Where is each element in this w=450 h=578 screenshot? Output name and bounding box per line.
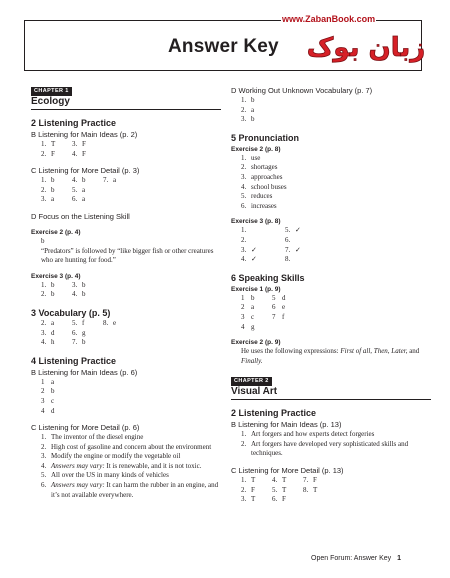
answer-cell bbox=[241, 476, 272, 486]
answer-row bbox=[41, 150, 221, 160]
answer-number: 3. bbox=[41, 452, 47, 461]
exercise-title: Exercise 3 (p. 4) bbox=[31, 272, 81, 280]
answer-list bbox=[231, 430, 431, 459]
answer-list bbox=[231, 154, 431, 212]
answer-text: shortages bbox=[251, 163, 278, 172]
answer-value: F bbox=[82, 140, 86, 148]
answer-row bbox=[241, 476, 431, 486]
answer-number: 2. bbox=[41, 318, 47, 327]
answer-text-italic: First of all, Then, Later, bbox=[340, 347, 408, 356]
answer-number bbox=[103, 195, 113, 205]
answer-number: 4 bbox=[41, 406, 45, 415]
answer-cell bbox=[72, 186, 103, 196]
answer-row bbox=[241, 486, 431, 496]
answer-number: 1. bbox=[41, 140, 47, 148]
answer-cell bbox=[303, 495, 334, 505]
answer-cell bbox=[241, 313, 272, 323]
answer-text: b bbox=[251, 96, 255, 104]
answer-number: 7. bbox=[285, 245, 291, 254]
answer-row bbox=[41, 195, 221, 205]
list-item bbox=[41, 378, 221, 388]
answer-number: 2. bbox=[241, 235, 247, 244]
answer-text: “Predators” is followed by “like bigger fish or other creatures who are hunting for food.” bbox=[41, 246, 214, 265]
answer-number bbox=[303, 495, 313, 505]
answer-text: a bbox=[251, 105, 255, 114]
answer-number: 6. bbox=[72, 195, 78, 204]
answer-number bbox=[103, 186, 113, 196]
answer-cell bbox=[41, 150, 72, 160]
zabanbook-logo bbox=[302, 22, 430, 68]
answer-text: Art forgers have developed very sophisticated skills and techniques. bbox=[251, 439, 409, 458]
answer-text: a bbox=[51, 377, 55, 386]
answer-number: 5. bbox=[272, 485, 278, 494]
answer-row bbox=[241, 495, 431, 505]
list-item bbox=[41, 397, 221, 407]
answer-number: 3. bbox=[241, 495, 247, 504]
answer-row bbox=[241, 246, 431, 256]
answer-row bbox=[241, 313, 431, 323]
answer-number: 2 bbox=[241, 303, 245, 312]
answer-number: 3 bbox=[41, 396, 45, 405]
answer-value: b bbox=[51, 176, 55, 185]
answer-cell bbox=[41, 338, 72, 348]
answer-text: b bbox=[251, 115, 255, 124]
list-item bbox=[41, 452, 221, 462]
answer-cell bbox=[103, 319, 134, 329]
list-item bbox=[41, 481, 221, 500]
answer-text-italic: Finally. bbox=[241, 356, 263, 365]
list-item bbox=[241, 430, 431, 440]
answer-grid bbox=[231, 294, 431, 332]
answer-value: a bbox=[51, 195, 55, 204]
answer-value: a bbox=[82, 185, 86, 194]
answer-value: g bbox=[251, 322, 255, 331]
answer-number: 3. bbox=[241, 245, 247, 254]
answer-value: ✓ bbox=[295, 245, 301, 254]
answer-cell bbox=[41, 195, 72, 205]
answer-cell bbox=[272, 495, 303, 505]
answer-list bbox=[231, 96, 431, 125]
answer-grid bbox=[231, 226, 431, 264]
answer-value: F bbox=[313, 476, 317, 485]
logo-text: زبان بوک bbox=[306, 33, 426, 63]
answer-text: Answers may vary: It is renewable, and it is not toxic. bbox=[51, 461, 202, 470]
list-item bbox=[241, 154, 431, 164]
answer-number: 2. bbox=[41, 149, 47, 158]
answer-number: 1. bbox=[241, 226, 247, 235]
answer-number: 4. bbox=[72, 290, 78, 299]
exercise-title: Exercise 1 (p. 9) bbox=[231, 285, 281, 293]
subsection-title: C Listening for More Detail (p. 6) bbox=[31, 423, 140, 433]
answer-cell bbox=[41, 319, 72, 329]
answer-number: 2. bbox=[41, 185, 47, 194]
left-column bbox=[31, 86, 221, 500]
answer-value: e bbox=[282, 303, 286, 312]
answer-cell bbox=[303, 486, 334, 496]
answer-text: b bbox=[41, 236, 45, 245]
answer-value: a bbox=[113, 176, 117, 185]
answer-text: c bbox=[51, 396, 55, 405]
answer-value: d bbox=[51, 328, 55, 337]
list-item bbox=[41, 443, 221, 453]
exercise-title: Exercise 2 (p. 8) bbox=[231, 145, 281, 153]
answer-number: 5. bbox=[285, 226, 291, 235]
answer-row bbox=[41, 338, 221, 348]
answer-number: 7 bbox=[272, 312, 276, 321]
answer-cell bbox=[272, 294, 303, 304]
answer-cell bbox=[272, 313, 303, 323]
answer-cell bbox=[241, 236, 285, 246]
answer-number: 1. bbox=[241, 430, 247, 439]
answer-number: 1. bbox=[41, 280, 47, 289]
list-item bbox=[241, 173, 431, 183]
answer-value: b bbox=[82, 280, 86, 289]
answer-cell bbox=[72, 329, 103, 339]
answer-cell bbox=[272, 303, 303, 313]
list-item bbox=[241, 192, 431, 202]
answer-number: 7. bbox=[103, 176, 109, 185]
answer-cell bbox=[241, 255, 285, 265]
answer-value: d bbox=[282, 293, 286, 302]
answer-number: 3. bbox=[241, 172, 247, 181]
subsection-title: C Listening for More Detail (p. 13) bbox=[231, 466, 344, 476]
subsection-title: D Working Out Unknown Vocabulary (p. 7) bbox=[231, 86, 373, 95]
answer-number: 7. bbox=[303, 476, 309, 485]
answer-cell bbox=[285, 226, 329, 236]
answer-number: 3. bbox=[241, 115, 247, 124]
answer-number: 2. bbox=[41, 442, 47, 451]
answer-number: 4. bbox=[72, 176, 78, 185]
answer-value: ✓ bbox=[251, 255, 257, 264]
list-item bbox=[241, 96, 431, 106]
answer-number: 3. bbox=[72, 140, 78, 148]
answer-list bbox=[31, 378, 221, 416]
list-item bbox=[241, 115, 431, 125]
answer-value: h bbox=[51, 338, 55, 347]
answer-value: b bbox=[251, 293, 255, 302]
answer-number: 4. bbox=[41, 338, 47, 347]
answer-cell bbox=[241, 323, 272, 333]
exercise-title: Exercise 2 (p. 4) bbox=[31, 228, 81, 236]
answer-number: 3 bbox=[241, 312, 245, 321]
answer-value: T bbox=[51, 140, 56, 148]
answer-list bbox=[31, 433, 221, 500]
answer-number: 8. bbox=[303, 485, 309, 494]
answer-value: F bbox=[282, 495, 286, 504]
answer-value: c bbox=[251, 312, 255, 321]
answer-number: 2. bbox=[241, 485, 247, 494]
answer-value: e bbox=[113, 318, 117, 327]
answer-cell bbox=[72, 338, 103, 348]
answer-cell bbox=[241, 486, 272, 496]
list-item bbox=[241, 163, 431, 173]
answer-row bbox=[41, 186, 221, 196]
answer-row bbox=[241, 255, 431, 265]
answer-value: f bbox=[82, 318, 85, 327]
answer-cell bbox=[241, 303, 272, 313]
answer-number bbox=[103, 329, 113, 339]
answer-number: 8. bbox=[103, 318, 109, 327]
answer-row bbox=[41, 176, 221, 186]
answer-row bbox=[241, 226, 431, 236]
answer-value: T bbox=[282, 476, 287, 485]
answer-value: a bbox=[251, 303, 255, 312]
exercise-title: Exercise 3 (p. 8) bbox=[231, 218, 281, 226]
answer-value: b bbox=[51, 290, 55, 299]
answer-value: F bbox=[82, 149, 86, 158]
section-title: 5 Pronunciation bbox=[231, 132, 300, 143]
answer-value: a bbox=[82, 195, 86, 204]
answer-grid bbox=[231, 476, 431, 505]
answer-cell bbox=[103, 186, 134, 196]
answer-value: g bbox=[82, 328, 86, 337]
answer-number: 5. bbox=[41, 471, 47, 480]
answer-number: 4 bbox=[241, 322, 245, 331]
answer-text: Answers may vary: It can harm the rubber in an engine, and it’s not available everywhere. bbox=[51, 481, 219, 499]
answer-cell bbox=[72, 281, 103, 291]
answer-cell bbox=[303, 476, 334, 486]
answer-cell bbox=[72, 176, 103, 186]
answer-text-part: He uses the following expressions: bbox=[241, 347, 341, 356]
answer-row bbox=[41, 140, 221, 150]
answer-text: reduces bbox=[251, 192, 273, 201]
answer-number: 2. bbox=[241, 439, 247, 448]
answer-row bbox=[241, 236, 431, 246]
answer-cell bbox=[41, 140, 72, 150]
answer-value: b bbox=[82, 338, 86, 347]
answer-number: 1 bbox=[241, 293, 245, 302]
answer-number: 4. bbox=[41, 461, 47, 470]
answer-value: b bbox=[82, 176, 86, 185]
answer-cell bbox=[72, 319, 103, 329]
answer-text: use bbox=[251, 153, 261, 162]
answer-text: The inventor of the diesel engine bbox=[51, 433, 144, 442]
answer-number: 2. bbox=[241, 105, 247, 114]
answer-row bbox=[41, 281, 221, 291]
answer-cell bbox=[103, 329, 134, 339]
answer-text: Art forgers and how experts detect forgeries bbox=[251, 430, 375, 439]
answer-cell bbox=[41, 281, 72, 291]
answer-value: T bbox=[251, 495, 256, 504]
section-title: 6 Speaking Skills bbox=[231, 272, 305, 283]
answer-number: 1. bbox=[241, 96, 247, 104]
answer-value: T bbox=[251, 476, 256, 485]
exercise-title: Exercise 2 (p. 9) bbox=[231, 339, 281, 347]
answer-number: 6. bbox=[272, 495, 278, 504]
answer-text: approaches bbox=[251, 172, 283, 181]
answer-row bbox=[41, 319, 221, 329]
answer-number: 8. bbox=[285, 255, 291, 264]
answer-number: 2. bbox=[241, 163, 247, 172]
answer-number: 1 bbox=[41, 377, 45, 386]
answer-cell bbox=[285, 255, 329, 265]
answer-grid bbox=[31, 319, 221, 348]
answer-value: ✓ bbox=[251, 245, 257, 254]
answer-grid bbox=[31, 140, 221, 159]
list-item bbox=[41, 433, 221, 443]
answer-value: T bbox=[282, 485, 287, 494]
answer-cell bbox=[285, 246, 329, 256]
answer-text: Modify the engine or modify the vegetable oil bbox=[51, 452, 181, 461]
answer-number: 5. bbox=[241, 192, 247, 201]
answer-cell bbox=[103, 176, 134, 186]
answer-cell bbox=[41, 176, 72, 186]
site-url[interactable]: www.ZabanBook.com bbox=[282, 14, 376, 24]
answer-cell bbox=[241, 246, 285, 256]
answer-number bbox=[103, 338, 113, 348]
answer-number: 3. bbox=[72, 280, 78, 289]
chapter-badge: CHAPTER 1 bbox=[31, 87, 72, 96]
right-column bbox=[231, 86, 431, 505]
list-item bbox=[41, 387, 221, 397]
answer-number: 4. bbox=[241, 182, 247, 191]
chapter-title: Ecology bbox=[31, 96, 221, 110]
list-item bbox=[241, 202, 431, 212]
answer-grid bbox=[31, 176, 221, 205]
answer-text: b bbox=[51, 387, 55, 396]
section-title: 3 Vocabulary (p. 5) bbox=[31, 307, 111, 318]
answer-cell bbox=[72, 140, 103, 150]
answer-value: f bbox=[282, 312, 285, 321]
answer-row bbox=[241, 303, 431, 313]
answer-value: F bbox=[51, 149, 55, 158]
answer-number: 4. bbox=[272, 476, 278, 485]
answer-row bbox=[241, 294, 431, 304]
subsection-title: B Listening for Main Ideas (p. 6) bbox=[31, 367, 138, 377]
answer-row bbox=[41, 329, 221, 339]
subsection-title: B Listening for Main Ideas (p. 13) bbox=[231, 420, 342, 430]
answer-value: ✓ bbox=[295, 226, 301, 235]
answer-number: 1. bbox=[241, 153, 247, 162]
section-title: 2 Listening Practice bbox=[31, 118, 117, 128]
answer-number bbox=[272, 323, 282, 333]
page-title: Answer Key bbox=[168, 36, 279, 57]
answer-row bbox=[41, 290, 221, 300]
answer-text-part: and bbox=[407, 347, 420, 356]
answer-number: 6. bbox=[41, 481, 47, 490]
answer-value: a bbox=[51, 318, 55, 327]
answer-value: T bbox=[313, 485, 318, 494]
chapter-title: Visual Art bbox=[231, 386, 431, 400]
answer-cell bbox=[272, 476, 303, 486]
answer-value: b bbox=[51, 185, 55, 194]
answer-number: 5. bbox=[72, 185, 78, 194]
answer-row bbox=[241, 323, 431, 333]
answer-number: 7. bbox=[72, 338, 78, 347]
answer-number: 2 bbox=[41, 387, 45, 396]
answer-cell bbox=[241, 226, 285, 236]
answer-grid bbox=[31, 281, 221, 300]
answer-number: 6. bbox=[285, 235, 291, 244]
answer-text: school buses bbox=[251, 182, 287, 191]
answer-value: F bbox=[251, 485, 255, 494]
answer-number: 3. bbox=[41, 328, 47, 337]
list-item bbox=[41, 462, 221, 472]
answer-cell bbox=[241, 294, 272, 304]
subsection-title: B Listening for Main Ideas (p. 2) bbox=[31, 130, 138, 139]
answer-cell bbox=[241, 495, 272, 505]
answer-cell bbox=[272, 323, 303, 333]
answer-number: 5 bbox=[272, 293, 276, 302]
answer-number: 2. bbox=[41, 290, 47, 299]
answer-cell bbox=[72, 195, 103, 205]
subsection-title: C Listening for More Detail (p. 3) bbox=[31, 166, 140, 176]
answer-cell bbox=[41, 329, 72, 339]
answer-number: 4. bbox=[241, 255, 247, 264]
answer-number: 6 bbox=[272, 303, 276, 312]
list-item bbox=[241, 183, 431, 193]
list-item bbox=[241, 106, 431, 116]
answer-number: 4. bbox=[72, 149, 78, 158]
answer-text: All over the US in many kinds of vehicles bbox=[51, 471, 169, 480]
answer-number: 1. bbox=[41, 433, 47, 442]
section-title: 2 Listening Practice bbox=[231, 408, 317, 419]
answer-cell bbox=[41, 186, 72, 196]
page-footer bbox=[311, 555, 401, 562]
answer-cell bbox=[72, 290, 103, 300]
answer-text: increases bbox=[251, 201, 277, 210]
answer-text: High cost of gasoline and concern about the environment bbox=[51, 442, 212, 451]
answer-number: 3. bbox=[41, 195, 47, 204]
page-number: 1 bbox=[397, 555, 402, 562]
answer-number: 5. bbox=[72, 318, 78, 327]
answer-number: 1. bbox=[41, 176, 47, 185]
answer-number: 1. bbox=[241, 476, 247, 485]
list-item bbox=[41, 407, 221, 417]
answer-cell bbox=[272, 486, 303, 496]
answer-value: b bbox=[82, 290, 86, 299]
answer-cell bbox=[72, 150, 103, 160]
list-item bbox=[241, 440, 431, 459]
section-title: 4 Listening Practice bbox=[31, 355, 117, 366]
chapter-badge: CHAPTER 2 bbox=[231, 377, 272, 386]
answer-value: b bbox=[51, 280, 55, 289]
answer-cell bbox=[103, 338, 134, 348]
answer-cell bbox=[41, 290, 72, 300]
answer-cell bbox=[285, 236, 329, 246]
answer-cell bbox=[103, 195, 134, 205]
answer-number: 6. bbox=[241, 201, 247, 210]
answer-text: d bbox=[51, 406, 55, 415]
footer-label: Open Forum: Answer Key bbox=[311, 555, 392, 562]
subsection-title: D Focus on the Listening Skill bbox=[31, 211, 130, 221]
list-item bbox=[41, 471, 221, 481]
answer-text bbox=[231, 347, 431, 366]
answer-number: 6. bbox=[72, 328, 78, 337]
